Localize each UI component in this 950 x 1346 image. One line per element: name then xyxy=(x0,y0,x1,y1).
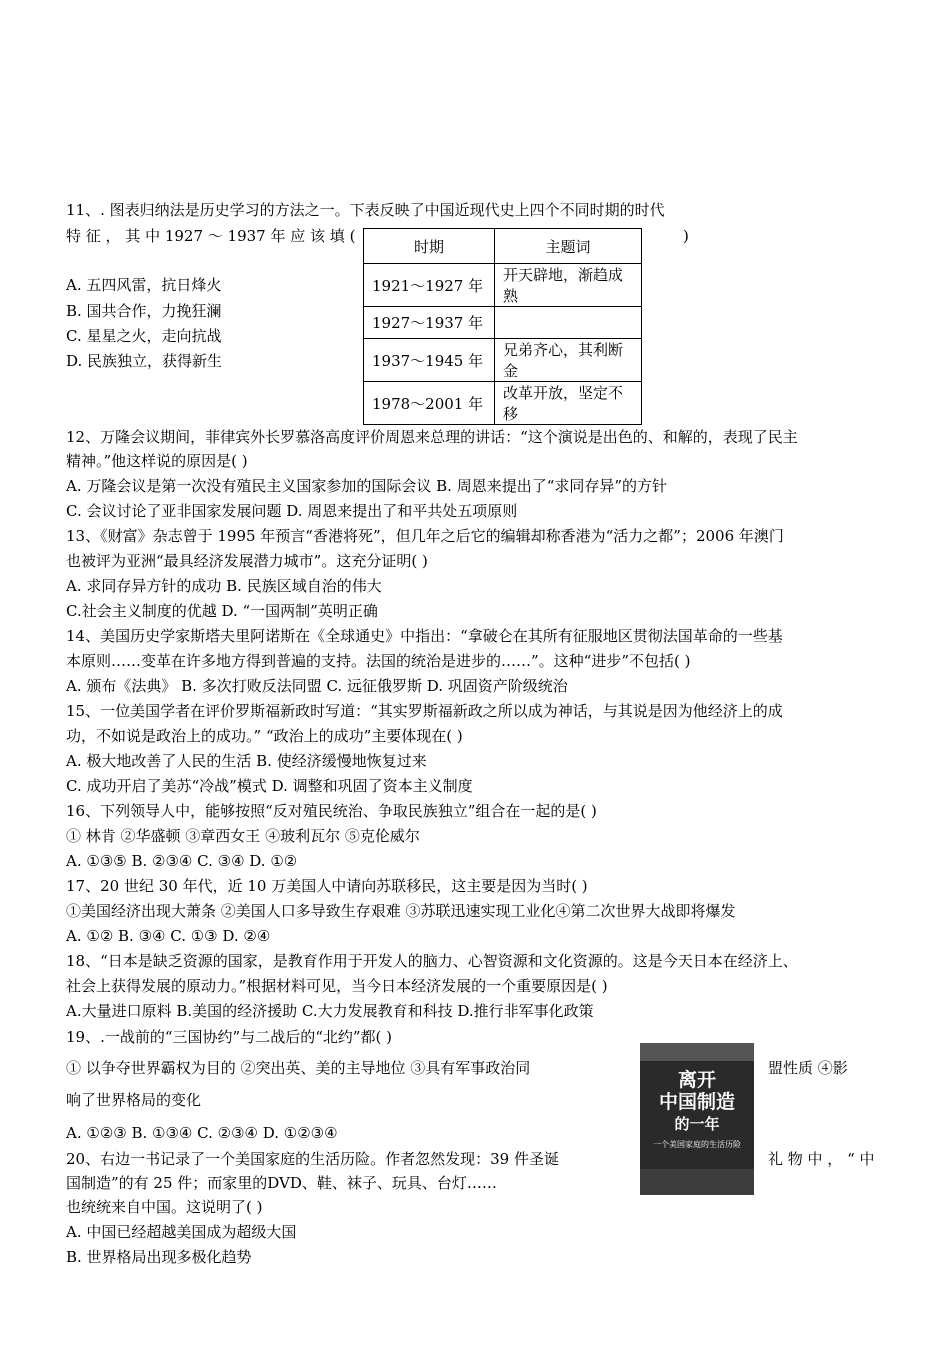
table-cell-theme xyxy=(495,307,642,339)
question-line: A. ①③⑤ B. ②③④ C. ③④ D. ①② xyxy=(66,852,298,870)
q20-stem-right: 礼 物 中 ， “ 中 xyxy=(768,1150,875,1168)
table-row xyxy=(364,264,642,307)
book-title-line1: 离开 xyxy=(677,1069,716,1091)
q11-table xyxy=(363,228,642,425)
q19-options: A. ①②③ B. ①③④ C. ②③④ D. ①②③④ xyxy=(66,1124,338,1142)
question-line: A. 万隆会议是第一次没有殖民主义国家参加的国际会议 B. 周恩来提出了“求同存异”的方针 xyxy=(66,477,668,495)
question-line: ① 林肯 ②华盛顿 ③章西女王 ④玻利瓦尔 ⑤克伦威尔 xyxy=(66,827,420,845)
book-cover-top-bar xyxy=(640,1043,754,1061)
question-line: 18、“日本是缺乏资源的国家，是教育作用于开发人的脑力、心智资源和文化资源的。这是今天日本在经济上、 xyxy=(66,952,798,970)
q20-stem-line1: 20、右边一书记录了一个美国家庭的生活历险。作者忽然发现：39 件圣诞 xyxy=(66,1150,559,1168)
table-row xyxy=(364,382,642,425)
question-line: 功，不如说是政治上的成功。” “政治上的成功”主要体现在( ) xyxy=(66,727,463,745)
question-line: 17、20 世纪 30 年代，近 10 万美国人中请向苏联移民，这主要是因为当时( ) xyxy=(66,877,588,895)
table-cell-period: 1937～1945 年 xyxy=(364,339,495,382)
table-cell-theme: 改革开放，坚定不移 xyxy=(495,382,642,425)
q19-statements-right: 盟性质 ④影 xyxy=(768,1059,848,1077)
q11-stem-line1: 11、. 图表归纳法是历史学习的方法之一。下表反映了中国近现代史上四个不同时期的时代 xyxy=(66,201,665,219)
question-line: 社会上获得发展的原动力。”根据材料可见，当今日本经济发展的一个重要原因是( ) xyxy=(66,977,608,995)
question-line: 15、一位美国学者在评价罗斯福新政时写道：“其实罗斯福新政之所以成为神话，与其说是因为他经济上的成 xyxy=(66,702,783,720)
table-header-period: 时期 xyxy=(364,229,495,264)
book-cover-bottom-band xyxy=(640,1169,754,1195)
table-cell-theme: 兄弟齐心，其利断金 xyxy=(495,339,642,382)
question-line: A. ①② B. ③④ C. ①③ D. ②④ xyxy=(66,927,271,945)
question-line: A. 极大地改善了人民的生活 B. 使经济缓慢地恢复过来 xyxy=(66,752,427,770)
book-subtitle: 一个美国家庭的生活历险 xyxy=(653,1140,741,1149)
q19-statements-line: ① 以争夺世界霸权为目的 ②突出英、美的主导地位 ③具有军事政治同 xyxy=(66,1059,531,1077)
question-line: ①美国经济出现大萧条 ②美国人口多导致生存艰难 ③苏联迅速实现工业化④第二次世界大战即将爆发 xyxy=(66,902,736,920)
q11-option-a: A. 五四风雷，抗日烽火 xyxy=(66,276,222,294)
book-title-line2: 中国制造 xyxy=(658,1091,735,1113)
question-line: 也被评为亚洲“最具经济发展潜力城市”。这充分证明( ) xyxy=(66,552,428,570)
q20-stem-line2: 国制造”的有 25 件；而家里的DVD、鞋、袜子、玩具、台灯…… xyxy=(66,1174,497,1192)
q20-stem-line3: 也统统来自中国。这说明了( ) xyxy=(66,1198,263,1216)
question-line: 16、下列领导人中，能够按照“反对殖民统治、争取民族独立”组合在一起的是( ) xyxy=(66,802,597,820)
q19-statements-line2: 响了世界格局的变化 xyxy=(66,1091,202,1109)
table-cell-period: 1978～2001 年 xyxy=(364,382,495,425)
q20-option-b: B. 世界格局出现多极化趋势 xyxy=(66,1248,252,1266)
question-line: 19、.一战前的“三国协约”与二战后的“北约”都( ) xyxy=(66,1028,393,1046)
book-cover-image xyxy=(640,1043,754,1195)
table-cell-period: 1921～1927 年 xyxy=(364,264,495,307)
book-title-line3: 的一年 xyxy=(674,1115,720,1133)
question-line: A. 颁布《法典》 B. 多次打败反法同盟 C. 远征俄罗斯 D. 巩固资产阶级统治 xyxy=(66,677,568,695)
q11-option-b: B. 国共合作，力挽狂澜 xyxy=(66,302,222,320)
question-line: 14、美国历史学家斯塔夫里阿诺斯在《全球通史》中指出：“拿破仑在其所有征服地区贯彻法国革命的一些基 xyxy=(66,627,783,645)
q11-stem-line2: 特 征 ， 其 中 1927 ～ 1937 年 应 该 填 ( xyxy=(66,227,356,245)
question-line: 13、《财富》杂志曾于 1995 年预言“香港将死”，但几年之后它的编辑却称香港为“活力之都”；2006 年澳门 xyxy=(66,527,784,545)
table-cell-period: 1927～1937 年 xyxy=(364,307,495,339)
question-line: C. 会议讨论了亚非国家发展问题 D. 周恩来提出了和平共处五项原则 xyxy=(66,502,518,520)
q11-stem-close: ) xyxy=(683,227,689,245)
q11-option-c: C. 星星之火，走向抗战 xyxy=(66,327,222,345)
table-header-theme: 主题词 xyxy=(495,229,642,264)
question-line: C.社会主义制度的优越 D. “一国两制”英明正确 xyxy=(66,602,378,620)
question-line: 12、万隆会议期间，菲律宾外长罗慕洛高度评价周恩来总理的讲话：“这个演说是出色的、和解的，表现了民主 xyxy=(66,428,798,446)
question-line: 本原则……变革在许多地方得到普遍的支持。法国的统治是进步的……”。这种“进步”不包括( ) xyxy=(66,652,691,670)
question-line: A. 求同存异方针的成功 B. 民族区域自治的伟大 xyxy=(66,577,382,595)
table-row xyxy=(364,339,642,382)
question-line: A.大量进口原料 B.美国的经济援助 C.大力发展教育和科技 D.推行非军事化政策 xyxy=(66,1002,594,1020)
q20-option-a: A. 中国已经超越美国成为超级大国 xyxy=(66,1223,297,1241)
q11-option-d: D. 民族独立，获得新生 xyxy=(66,352,223,370)
question-line: 精神。”他这样说的原因是( ) xyxy=(66,452,248,470)
question-line: C. 成功开启了美苏“冷战”模式 D. 调整和巩固了资本主义制度 xyxy=(66,777,473,795)
table-cell-theme: 开天辟地，渐趋成熟 xyxy=(495,264,642,307)
table-row xyxy=(364,307,642,339)
table-header-row xyxy=(364,229,642,264)
